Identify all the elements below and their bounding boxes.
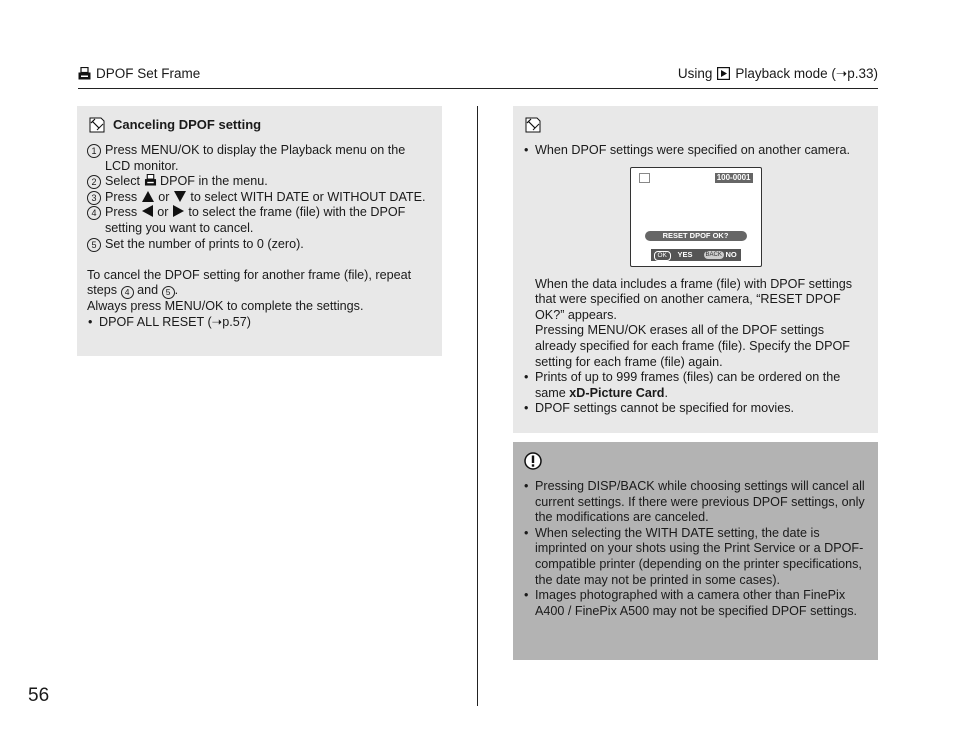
page-number: 56 bbox=[28, 685, 50, 706]
reset-dpof-prompt: RESET DPOF OK? bbox=[645, 231, 747, 241]
playback-icon bbox=[717, 67, 730, 80]
dpof-all-reset-bullet: • DPOF ALL RESET (➝p.57) bbox=[87, 315, 432, 331]
step-number: 1 bbox=[87, 144, 101, 158]
bullet-text: Prints of up to 999 frames (files) can be ordered on the same bbox=[535, 370, 841, 400]
no-label: NO bbox=[725, 249, 737, 259]
caution-box bbox=[513, 442, 878, 660]
step-text: Press bbox=[105, 189, 138, 204]
canceling-dpof-box bbox=[77, 106, 442, 356]
back-key-label: BACK bbox=[705, 251, 722, 258]
box-title: Canceling DPOF setting bbox=[113, 117, 262, 133]
header-using-text: Using bbox=[677, 66, 713, 81]
paragraph-text: To cancel the DPOF setting for another frame (file), repeat steps bbox=[87, 267, 412, 298]
other-camera-bullet: • When DPOF settings were specified on another camera. bbox=[523, 143, 868, 159]
step-number: 5 bbox=[87, 238, 101, 252]
box-title-row bbox=[523, 115, 868, 135]
or-text: or bbox=[157, 205, 169, 220]
ok-key-label: OK bbox=[654, 251, 671, 261]
header-page-ref: ➝p.33) bbox=[835, 66, 878, 81]
lcd-button-bar bbox=[651, 249, 741, 261]
paragraph-text: and bbox=[137, 283, 159, 298]
header-title-text: DPOF Set Frame bbox=[96, 66, 201, 81]
step-1 bbox=[87, 143, 432, 174]
step-5 bbox=[87, 237, 432, 253]
yes-label: YES bbox=[677, 249, 693, 259]
step-3 bbox=[87, 190, 432, 206]
up-arrow-icon bbox=[142, 191, 154, 202]
print-icon bbox=[78, 67, 91, 80]
memo-icon bbox=[87, 115, 107, 135]
or-text: or bbox=[158, 189, 170, 204]
image-icon bbox=[639, 173, 650, 183]
caution-bullet-other-camera: • Images photographed with a camera other than FinePix A400 / FinePix A500 may not be specified DPOF settings. bbox=[523, 588, 868, 619]
max-frames-bullet bbox=[523, 370, 868, 401]
bullet-text: . bbox=[664, 385, 668, 400]
step-text: Press MENU/OK to display the Playback menu on the LCD monitor. bbox=[105, 143, 406, 173]
movies-bullet: • DPOF settings cannot be specified for movies. bbox=[523, 401, 868, 417]
caution-icon bbox=[523, 451, 543, 471]
box-title-row bbox=[523, 451, 868, 471]
complete-settings-paragraph: Always press MENU/OK to complete the settings. bbox=[87, 299, 364, 314]
step-4 bbox=[87, 205, 432, 236]
header-chapter bbox=[678, 66, 878, 82]
down-arrow-icon bbox=[174, 191, 186, 202]
caution-bullet-disp-back: • Pressing DISP/BACK while choosing settings will cancel all current settings. If there were previous DPOF settings, only the modifications are canceled. bbox=[523, 479, 868, 526]
right-arrow-icon bbox=[173, 205, 184, 217]
step-text: DPOF in the menu. bbox=[160, 174, 268, 189]
header-mode-text: Playback mode ( bbox=[735, 66, 836, 81]
frame-number: 100-0001 bbox=[716, 172, 751, 182]
dpof-other-camera-box bbox=[513, 106, 878, 433]
step-text: Select bbox=[105, 174, 141, 189]
page-header bbox=[78, 66, 878, 89]
column-divider bbox=[477, 106, 478, 706]
repeat-steps-paragraph bbox=[87, 268, 432, 300]
xd-card-text: xD-Picture Card bbox=[569, 385, 665, 400]
step-number: 4 bbox=[87, 206, 101, 220]
header-section-title bbox=[78, 66, 200, 82]
left-arrow-icon bbox=[142, 205, 153, 217]
step-number: 3 bbox=[87, 191, 101, 205]
menu-ok-paragraph: Pressing MENU/OK erases all of the DPOF settings already specified for each frame (file). Specify the DPOF setting for each frame (file) again. bbox=[535, 323, 850, 369]
step-text: Press bbox=[105, 205, 138, 220]
step-text: to select WITH DATE or WITHOUT DATE. bbox=[190, 189, 426, 204]
reset-dpof-paragraph: When the data includes a frame (file) with DPOF settings that were specified on another camera, “RESET DPOF OK?” appears. bbox=[535, 276, 853, 322]
step-2 bbox=[87, 174, 432, 190]
step-ref-4: 4 bbox=[121, 286, 134, 299]
paragraph-text: . bbox=[174, 283, 179, 298]
lcd-screen-illustration bbox=[630, 167, 762, 267]
step-text: to select the frame (file) with the DPOF setting you want to cancel. bbox=[105, 205, 406, 235]
step-number: 2 bbox=[87, 175, 101, 189]
step-text: Set the number of prints to 0 (zero). bbox=[105, 236, 304, 251]
memo-icon bbox=[523, 115, 543, 135]
print-icon bbox=[144, 174, 157, 186]
box-title-row bbox=[87, 115, 432, 135]
caution-bullet-with-date: • When selecting the WITH DATE setting, the date is imprinted on your shots using the Print Service or a DPOF-compatible printer (depending on the printer specifications, the date may not be printed in some cases). bbox=[523, 526, 868, 588]
step-ref-5: 5 bbox=[162, 286, 175, 299]
